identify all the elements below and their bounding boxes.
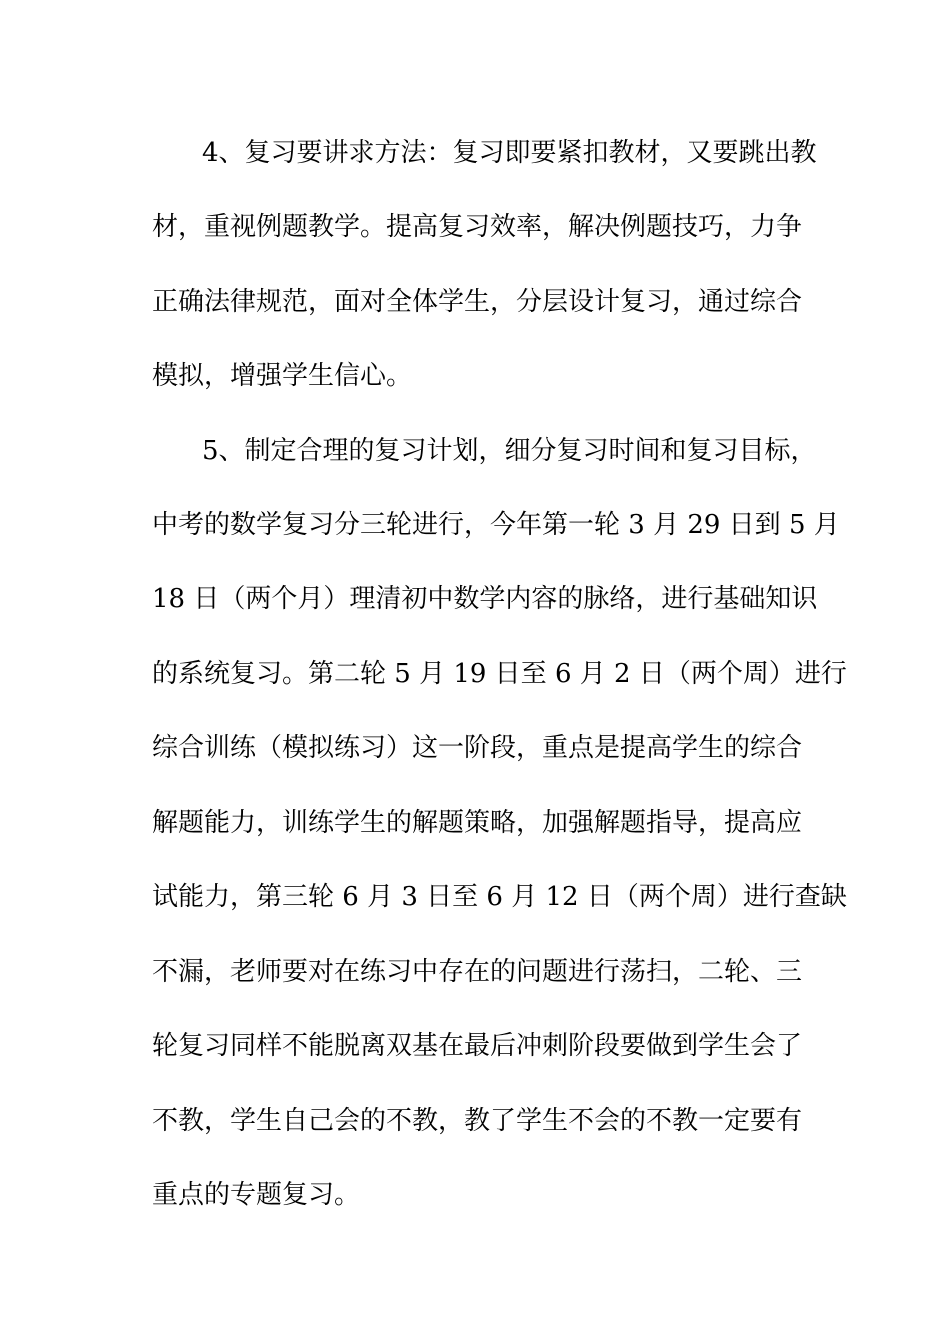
- paragraph-5-line-8: 不漏，老师要对在练习中存在的问题进行荡扫，二轮、三: [152, 957, 803, 987]
- paragraph-4-line-3: 正确法律规范，面对全体学生，分层设计复习，通过综合: [152, 287, 803, 317]
- paragraph-5-line-7: 试能力，第三轮 6 月 3 日至 6 月 12 日（两个周）进行查缺: [152, 882, 847, 912]
- paragraph-4-line-4: 模拟，增强学生信心。: [152, 361, 413, 391]
- paragraph-5-line-2: 中考的数学复习分三轮进行，今年第一轮 3 月 29 日到 5 月: [152, 510, 840, 540]
- paragraph-5-line-11: 重点的专题复习。: [152, 1180, 361, 1210]
- paragraph-5-line-1: 5、制定合理的复习计划，细分复习时间和复习目标，: [202, 436, 817, 466]
- paragraph-4-line-2: 材，重视例题教学。提高复习效率，解决例题技巧，力争: [152, 212, 803, 242]
- paragraph-5-line-3: 18 日（两个月）理清初中数学内容的脉络，进行基础知识: [152, 584, 818, 614]
- paragraph-5-line-10: 不教，学生自己会的不教，教了学生不会的不教一定要有: [152, 1106, 803, 1136]
- paragraph-5-line-4: 的系统复习。第二轮 5 月 19 日至 6 月 2 日（两个周）进行: [152, 659, 847, 689]
- paragraph-5-line-9: 轮复习同样不能脱离双基在最后冲刺阶段要做到学生会了: [152, 1031, 803, 1061]
- paragraph-5-line-6: 解题能力，训练学生的解题策略，加强解题指导，提高应: [152, 808, 803, 838]
- paragraph-5-line-5: 综合训练（模拟练习）这一阶段，重点是提高学生的综合: [152, 733, 803, 763]
- paragraph-4-line-1: 4、复习要讲求方法：复习即要紧扣教材，又要跳出教: [202, 138, 817, 168]
